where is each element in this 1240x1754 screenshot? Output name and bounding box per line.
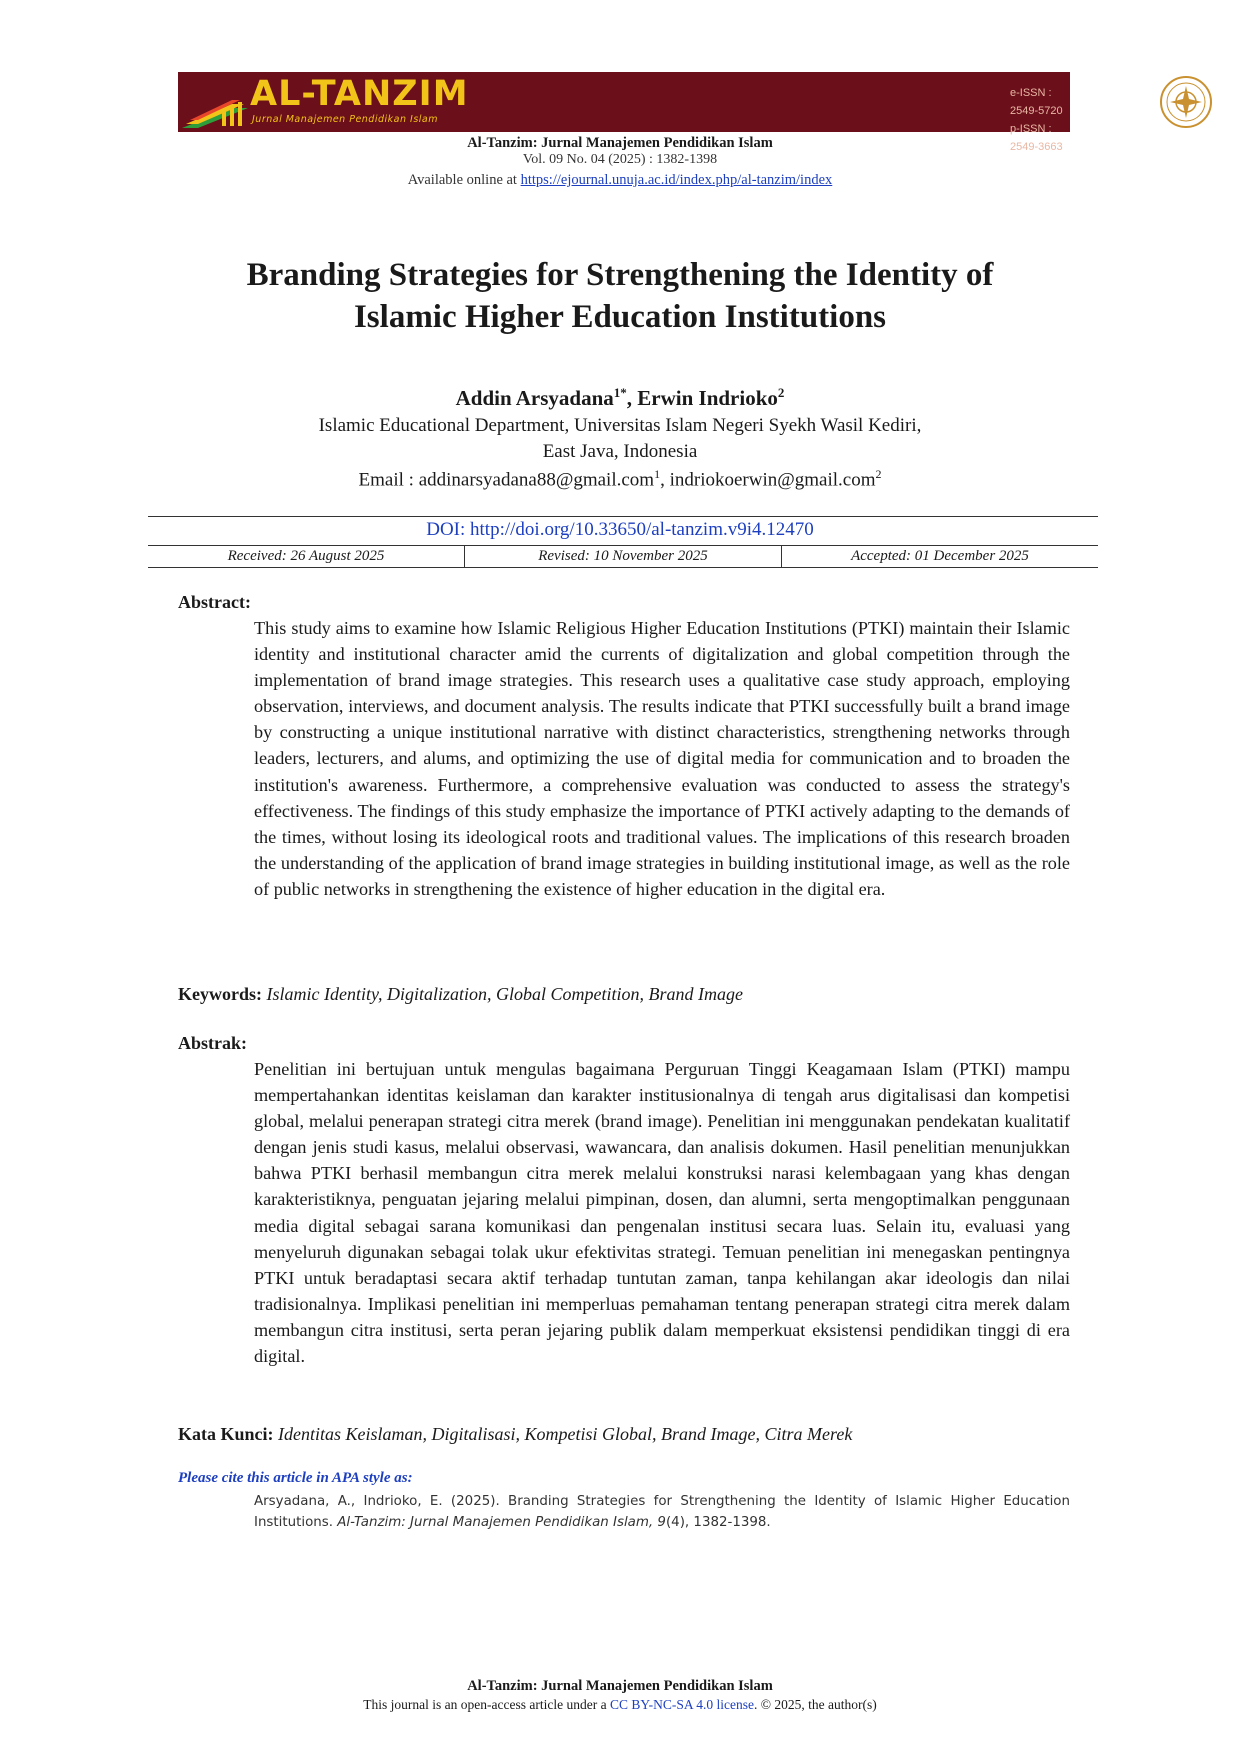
keywords-label: Keywords: [178, 984, 262, 1004]
university-seal-icon [1158, 75, 1214, 129]
keywords-line [178, 984, 743, 1005]
doi-top-rule [148, 516, 1098, 517]
citation-plain: Arsyadana, A., Indrioko, E. (2025). Branding Strategies for Strengthening the Identity of Islamic Higher Education Institutions. [254, 1494, 1070, 1530]
abstract-body: This study aims to examine how Islamic Religious Higher Education Institutions (PTKI) maintain their Islamic identity and institutional character amid the currents of digitalization and global competition through the implementation of brand image strategies. This research uses a qualitative case study approach, employing observation, interviews, and document analysis. The results indicate that PTKI successfully built a brand image by constructing a unique institutional narrative with distinct characteristics, strengthening networks through leaders, lecturers, and alums, and optimizing the use of digital media for communication and to broaden the institution's awareness. Furthermore, a comprehensive evaluation was conducted to assess the strategy's effectiveness. The findings of this study emphasize the importance of PTKI actively adapting to the demands of the times, without losing its ideological roots and traditional values. The implications of this research broaden the understanding of the application of brand image strategies in building institutional image, as well as the role of public networks in strengthening the existence of higher education in the digital era. [254, 618, 1070, 899]
affiliation-line-2: East Java, Indonesia [542, 441, 698, 462]
article-dates [148, 545, 1098, 567]
kata-kunci-list: Identitas Keislaman, Digitalisasi, Kompetisi Global, Brand Image, Citra Merek [273, 1424, 853, 1444]
author-1: Addin Arsyadana [455, 386, 614, 410]
author-line [0, 385, 1240, 411]
email-2-mark: 2 [875, 467, 882, 481]
email-prefix: Email : [358, 469, 419, 491]
availability-line [0, 172, 1240, 189]
email-1: addinarsyadana88@gmail.com [418, 469, 655, 491]
dates-bottom-rule [148, 567, 1098, 568]
e-issn: e-ISSN : 2549-5720 [1010, 87, 1063, 117]
email-2: indriokoerwin@gmail.com [669, 469, 876, 491]
received-date: Received: 26 August 2025 [227, 548, 385, 564]
author-2: Erwin Indrioko [637, 386, 778, 410]
footer-license [0, 1697, 1240, 1713]
journal-logo-text: AL-TANZIM [250, 74, 469, 114]
revised-date: Revised: 10 November 2025 [464, 545, 781, 567]
journal-url-link[interactable]: https://ejournal.unuja.ac.id/index.php/al-tanzim/index [520, 172, 833, 188]
p-issn: p-ISSN : 2549-3663 [1010, 123, 1063, 153]
affiliation [0, 413, 1240, 465]
citation-journal: Al-Tanzim: Jurnal Manajemen Pendidikan Islam, 9 [337, 1515, 666, 1530]
affiliation-line-1: Islamic Educational Department, Universitas Islam Negeri Syekh Wasil Kediri, [318, 415, 922, 436]
abstrak-heading: Abstrak: [178, 1033, 248, 1053]
citation-heading: Please cite this article in APA style as: [178, 1470, 413, 1486]
license-link[interactable]: CC BY-NC-SA 4.0 license [609, 1697, 754, 1712]
journal-name: Al-Tanzim: Jurnal Manajemen Pendidikan Islam [467, 135, 773, 151]
email-line [0, 467, 1240, 491]
abstrak-body: Penelitian ini bertujuan untuk mengulas bagaimana Perguruan Tinggi Keagamaan Islam (PTKI) mampu mempertahankan identitas keislaman dan karakter institusionalnya di tengah arus digitalisasi dan kompetisi global, melalui penerapan strategi citra merek (brand image). Penelitian ini menggunakan pendekatan kualitatif dengan jenis studi kasus, melalui observasi, wawancara, dan analisis dokumen. Hasil penelitian menunjukkan bahwa PTKI berhasil membangun citra merek melalui konstruksi narasi kelembagaan yang khas dengan karakteristiknya, penguatan jejaring melalui pimpinan, dosen, dan alumni, serta mengoptimalkan penggunaan media digital sebagai sarana komunikasi dan pengenalan institusi secara luas. Selain itu, evaluasi yang menyeluruh digunakan sebagai tolak ukur efektivitas strategi. Temuan penelitian ini menegaskan pentingnya PTKI untuk beradaptasi secara aktif terhadap tuntutan zaman, tanpa kehilangan akar ideologis dan nilai tradisionalnya. Implikasi penelitian ini memperluas pemahaman tentang penerapan strategi citra merek dalam membangun citra institusi, serta peran jejaring publik dalam memperkuat eksistensi pendidikan tinggi di era digital. [254, 1059, 1070, 1367]
title-line-2: Islamic Higher Education Institutions [353, 299, 887, 335]
journal-logo-icon [182, 94, 252, 130]
footer-journal: Al-Tanzim: Jurnal Manajemen Pendidikan Islam [467, 1678, 773, 1694]
journal-banner [178, 72, 1070, 153]
email-separator: , [660, 469, 670, 491]
citation-end: (4), 1382-1398. [665, 1515, 771, 1530]
article-title [0, 254, 1240, 338]
kata-kunci-label: Kata Kunci: [178, 1424, 274, 1444]
license-suffix: . © 2025, the author(s) [753, 1697, 877, 1712]
keywords-list: Islamic Identity, Digitalization, Global Competition, Brand Image [262, 984, 743, 1004]
citation-text [254, 1491, 1070, 1533]
email-1-mark: 1 [654, 467, 661, 481]
available-prefix: Available online at [407, 172, 521, 188]
abstract-heading: Abstract: [178, 592, 251, 612]
accepted-date: Accepted: 01 December 2025 [781, 545, 1098, 567]
kata-kunci-line [178, 1424, 852, 1445]
license-prefix: This journal is an open-access article under a [363, 1697, 610, 1712]
author-separator: , [626, 386, 638, 410]
author-1-mark: 1* [613, 385, 627, 400]
title-line-1: Branding Strategies for Strengthening the Identity of [246, 257, 994, 293]
journal-logo-subtitle: Jurnal Manajemen Pendidikan Islam [252, 114, 438, 125]
doi-link[interactable]: DOI: http://doi.org/10.33650/al-tanzim.v9i4.12470 [426, 519, 814, 540]
journal-volume: Vol. 09 No. 04 (2025) : 1382-1398 [522, 152, 718, 167]
author-2-mark: 2 [777, 385, 785, 400]
